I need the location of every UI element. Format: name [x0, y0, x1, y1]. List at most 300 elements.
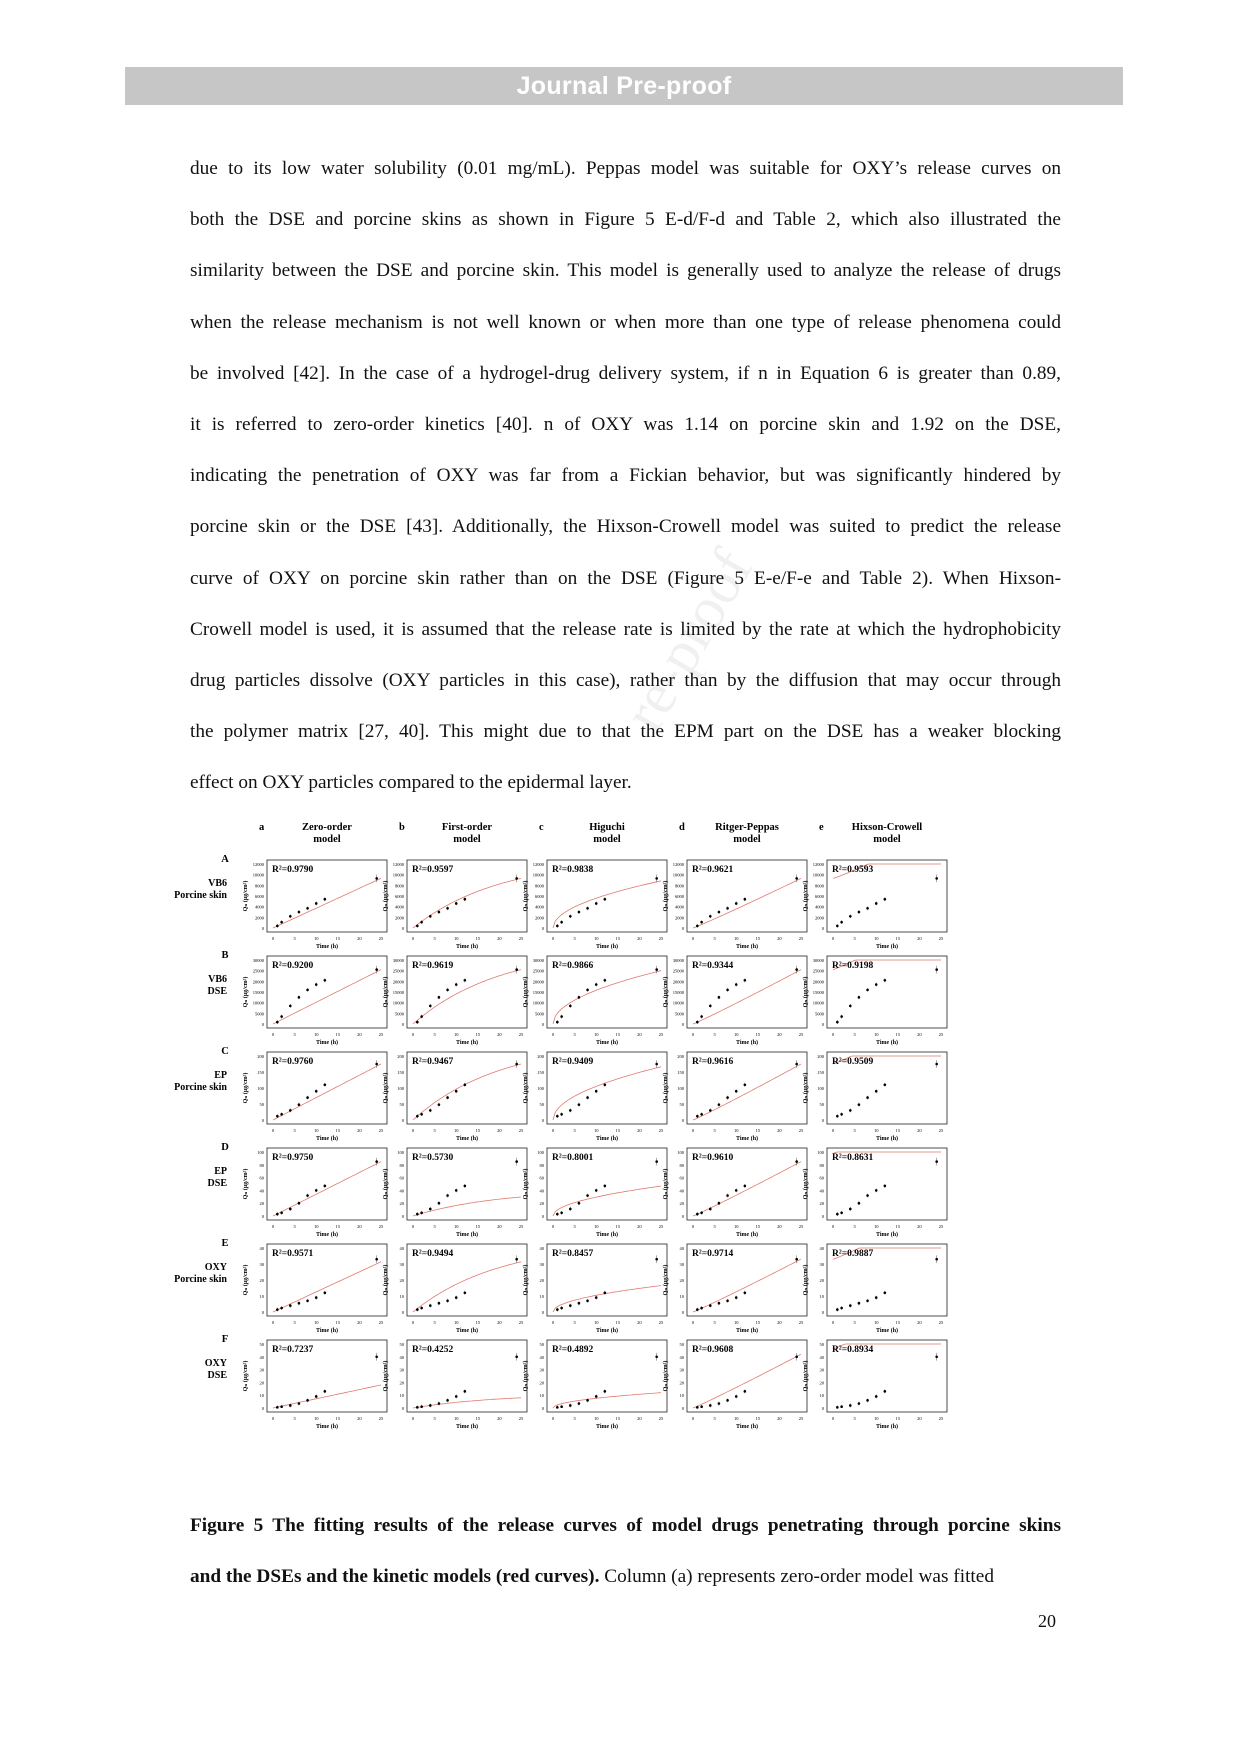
- data-point: [315, 983, 318, 986]
- y-tick-label: 20000: [532, 979, 544, 985]
- x-tick-label: 15: [755, 1416, 761, 1421]
- data-point: [324, 1084, 327, 1087]
- x-tick-label: 5: [573, 1224, 576, 1229]
- x-tick-label: 5: [573, 1320, 576, 1325]
- column-title: model: [313, 834, 341, 845]
- data-point: [935, 1258, 938, 1261]
- data-point: [298, 1103, 301, 1106]
- x-tick-label: 15: [755, 1224, 761, 1229]
- fit-curve: [413, 1398, 521, 1408]
- data-point: [700, 1307, 703, 1310]
- y-tick-label: 25000: [392, 968, 404, 974]
- data-point: [324, 1292, 327, 1295]
- row-label-substrate: Porcine skin: [174, 1082, 227, 1093]
- y-tick-label: 10000: [252, 872, 264, 878]
- figure-5-panel-grid: [174, 818, 1065, 1498]
- data-point: [556, 1406, 559, 1409]
- y-tick-label: 5000: [535, 1011, 544, 1017]
- y-tick-label: 10000: [252, 1000, 264, 1006]
- x-tick-label: 0: [691, 1320, 695, 1325]
- data-point: [858, 996, 861, 999]
- kinetic-panel: [802, 1244, 947, 1334]
- y-tick-label: 80: [819, 1162, 824, 1168]
- y-tick-label: 0: [261, 1310, 264, 1315]
- data-point: [795, 877, 798, 880]
- data-point: [836, 925, 839, 928]
- x-tick-label: 10: [593, 1416, 599, 1421]
- y-axis-label: Qₙ (μg/cm²): [663, 976, 669, 1008]
- y-tick-label: 0: [401, 1310, 404, 1315]
- y-tick-label: 8000: [815, 883, 824, 889]
- x-tick-label: 5: [713, 1128, 716, 1133]
- x-tick-label: 15: [335, 1320, 341, 1325]
- x-axis-label: Time (h): [735, 944, 759, 950]
- x-tick-label: 20: [917, 1320, 922, 1325]
- data-point: [455, 1090, 458, 1093]
- data-point: [289, 1005, 292, 1008]
- x-tick-label: 5: [853, 1224, 856, 1229]
- y-tick-label: 100: [817, 1086, 824, 1091]
- y-tick-label: 30: [399, 1262, 404, 1267]
- x-tick-label: 25: [658, 1128, 664, 1133]
- data-point: [455, 983, 458, 986]
- x-tick-label: 25: [518, 1224, 524, 1229]
- y-tick-label: 10000: [392, 1000, 404, 1006]
- x-tick-label: 20: [497, 1320, 502, 1325]
- fit-curve: [413, 878, 521, 928]
- caption-rest-fragment: Column (a) represents zero-order model was fitted: [599, 1566, 994, 1587]
- x-axis-label: Time (h): [315, 1040, 339, 1046]
- y-tick-label: 150: [537, 1070, 544, 1075]
- kinetic-panel: [522, 1052, 667, 1142]
- r-squared-label: R²=0.8631: [832, 1153, 874, 1163]
- data-point: [560, 1405, 563, 1408]
- data-point: [795, 1258, 798, 1261]
- data-point: [700, 1113, 703, 1116]
- data-point: [289, 1304, 292, 1307]
- data-point: [298, 1402, 301, 1405]
- data-point: [578, 1302, 581, 1305]
- data-point: [595, 1296, 598, 1299]
- x-tick-label: 5: [573, 1032, 576, 1037]
- data-point: [726, 907, 729, 910]
- body-line: the polymer matrix [27, 40]. This might due to that the EPM part on the DSE has a weaker blocking: [190, 721, 1061, 743]
- y-tick-label: 20: [259, 1278, 264, 1283]
- data-point: [375, 877, 378, 880]
- data-point: [324, 979, 327, 982]
- x-tick-label: 15: [755, 936, 761, 941]
- y-axis-label: Qₙ (μg/cm²): [803, 976, 809, 1008]
- x-tick-label: 10: [313, 936, 319, 941]
- data-point: [306, 989, 309, 992]
- data-point: [416, 1021, 419, 1024]
- x-tick-label: 5: [853, 1032, 856, 1037]
- data-point: [289, 1109, 292, 1112]
- kinetic-panel: [242, 1052, 387, 1142]
- kinetic-panel: [802, 956, 947, 1046]
- kinetic-panel: [522, 1148, 667, 1238]
- y-tick-label: 30: [819, 1367, 824, 1373]
- x-tick-label: 15: [475, 1224, 481, 1229]
- y-axis-label: Qₙ (μg/cm²): [803, 1168, 809, 1200]
- x-tick-label: 10: [873, 1224, 879, 1229]
- x-tick-label: 5: [573, 1416, 576, 1421]
- y-tick-label: 25000: [252, 968, 264, 974]
- x-axis-label: Time (h): [595, 1040, 619, 1046]
- y-tick-label: 50: [399, 1102, 404, 1107]
- data-point: [744, 898, 747, 901]
- data-point: [718, 996, 721, 999]
- data-point: [735, 902, 738, 905]
- data-point: [569, 915, 572, 918]
- kinetic-panel: [662, 1244, 807, 1334]
- data-point: [375, 1160, 378, 1163]
- y-axis-label: Qₙ (μg/cm²): [243, 880, 249, 912]
- data-point: [438, 996, 441, 999]
- r-squared-label: R²=0.9467: [412, 1057, 454, 1067]
- y-tick-label: 8000: [395, 883, 404, 889]
- column-letter: d: [679, 822, 685, 833]
- y-tick-label: 30000: [392, 958, 404, 963]
- y-tick-label: 2000: [535, 915, 544, 921]
- y-tick-label: 15000: [252, 990, 264, 995]
- y-tick-label: 0: [541, 1406, 544, 1411]
- y-tick-label: 100: [397, 1086, 404, 1091]
- y-tick-label: 20: [259, 1201, 264, 1207]
- x-tick-label: 0: [411, 1032, 415, 1037]
- figure-caption: [190, 1515, 1061, 1617]
- y-tick-label: 200: [817, 1054, 824, 1059]
- data-point: [515, 968, 518, 971]
- x-tick-label: 5: [713, 1416, 716, 1421]
- data-point: [556, 1213, 559, 1216]
- data-point: [735, 983, 738, 986]
- column-letter: a: [259, 822, 265, 833]
- y-axis-label: Qₙ (μg/cm²): [523, 1072, 529, 1104]
- y-tick-label: 0: [261, 926, 264, 931]
- x-tick-label: 20: [357, 1320, 362, 1325]
- data-point: [298, 996, 301, 999]
- y-tick-label: 40: [539, 1188, 544, 1194]
- x-tick-label: 10: [733, 1416, 739, 1421]
- y-tick-label: 20: [259, 1380, 264, 1386]
- data-point: [935, 968, 938, 971]
- kinetic-panel: [242, 860, 387, 950]
- data-point: [709, 1404, 712, 1407]
- body-line: indicating the penetration of OXY was far from a Fickian behavior, but was significantly hindered by: [190, 465, 1061, 487]
- kinetic-panel: [802, 860, 947, 950]
- data-point: [875, 902, 878, 905]
- y-tick-label: 150: [817, 1070, 824, 1075]
- r-squared-label: R²=0.9597: [412, 865, 454, 875]
- y-tick-label: 4000: [255, 904, 264, 910]
- fit-curve: [413, 1197, 521, 1216]
- data-point: [306, 907, 309, 910]
- kinetic-panel: [802, 1148, 947, 1238]
- column-title: model: [873, 834, 901, 845]
- y-axis-label: Qₙ (μg/cm²): [663, 880, 669, 912]
- x-tick-label: 25: [658, 1032, 664, 1037]
- caption-line-2: [190, 1566, 1061, 1617]
- y-tick-label: 0: [821, 1022, 824, 1027]
- x-tick-label: 20: [637, 936, 642, 941]
- y-axis-label: Qₙ (μg/cm²): [383, 1360, 389, 1392]
- y-tick-label: 100: [257, 1150, 264, 1155]
- fit-curve: [553, 1186, 661, 1216]
- data-point: [438, 1302, 441, 1305]
- y-tick-label: 10: [399, 1294, 404, 1299]
- data-point: [709, 1005, 712, 1008]
- x-tick-label: 25: [938, 1128, 944, 1133]
- y-tick-label: 200: [537, 1054, 544, 1059]
- x-tick-label: 5: [853, 1128, 856, 1133]
- data-point: [280, 1405, 283, 1408]
- data-point: [586, 1096, 589, 1099]
- y-axis-label: Qₙ (μg/cm²): [523, 880, 529, 912]
- data-point: [595, 902, 598, 905]
- x-tick-label: 0: [691, 1224, 695, 1229]
- x-tick-label: 5: [433, 1032, 436, 1037]
- data-point: [726, 1194, 729, 1197]
- x-tick-label: 5: [573, 1128, 576, 1133]
- data-point: [935, 1356, 938, 1359]
- y-tick-label: 50: [819, 1342, 824, 1347]
- x-tick-label: 10: [733, 1224, 739, 1229]
- r-squared-label: R²=0.9571: [272, 1249, 314, 1259]
- kinetic-panel: [522, 1244, 667, 1334]
- data-point: [849, 1005, 852, 1008]
- x-tick-label: 0: [831, 1032, 835, 1037]
- data-point: [420, 1307, 423, 1310]
- x-tick-label: 15: [335, 1224, 341, 1229]
- x-tick-label: 5: [433, 1224, 436, 1229]
- data-point: [604, 979, 607, 982]
- r-squared-label: R²=0.8001: [552, 1153, 594, 1163]
- x-tick-label: 25: [518, 936, 524, 941]
- y-tick-label: 20000: [812, 979, 824, 985]
- data-point: [280, 1113, 283, 1116]
- y-tick-label: 200: [257, 1054, 264, 1059]
- data-point: [735, 1395, 738, 1398]
- y-tick-label: 50: [819, 1102, 824, 1107]
- x-tick-label: 0: [411, 1224, 415, 1229]
- r-squared-label: R²=0.9866: [552, 961, 594, 971]
- x-tick-label: 20: [357, 1224, 362, 1229]
- data-point: [718, 1402, 721, 1405]
- x-axis-label: Time (h): [875, 1232, 899, 1238]
- row-label-drug: OXY: [204, 1262, 227, 1273]
- y-tick-label: 20000: [252, 979, 264, 985]
- data-point: [718, 1302, 721, 1305]
- row-label-drug: OXY: [204, 1358, 227, 1369]
- row-label-substrate: Porcine skin: [174, 1274, 227, 1285]
- watermark-text: re-proof: [609, 538, 766, 742]
- data-point: [726, 989, 729, 992]
- x-tick-label: 15: [895, 936, 901, 941]
- data-point: [416, 925, 419, 928]
- x-tick-label: 20: [777, 1416, 782, 1421]
- y-tick-label: 100: [817, 1150, 824, 1155]
- r-squared-label: R²=0.9750: [272, 1153, 314, 1163]
- body-line: due to its low water solubility (0.01 mg/mL). Peppas model was suitable for OXY’s release curves on: [190, 158, 1061, 179]
- y-tick-label: 30000: [672, 958, 684, 963]
- x-tick-label: 20: [777, 936, 782, 941]
- body-line: when the release mechanism is not well known or when more than one type of release phenomena could: [190, 311, 1061, 333]
- data-point: [836, 1308, 839, 1311]
- kinetic-panel: [242, 1340, 387, 1430]
- kinetic-panel: [662, 1148, 807, 1238]
- data-point: [315, 1090, 318, 1093]
- data-point: [455, 1296, 458, 1299]
- x-tick-label: 0: [691, 1128, 695, 1133]
- x-tick-label: 15: [895, 1224, 901, 1229]
- r-squared-label: R²=0.9619: [412, 961, 454, 971]
- data-point: [375, 1356, 378, 1359]
- data-point: [578, 1202, 581, 1205]
- data-point: [884, 1185, 887, 1188]
- x-tick-label: 0: [271, 1032, 275, 1037]
- y-tick-label: 0: [541, 1310, 544, 1315]
- y-tick-label: 40: [819, 1246, 824, 1251]
- x-tick-label: 5: [293, 1320, 296, 1325]
- x-tick-label: 10: [313, 1224, 319, 1229]
- data-point: [569, 1304, 572, 1307]
- kinetic-panel: [662, 860, 807, 950]
- y-tick-label: 25000: [672, 968, 684, 974]
- y-axis-label: Qₙ (μg/cm²): [383, 1264, 389, 1296]
- data-point: [446, 989, 449, 992]
- x-tick-label: 20: [917, 1224, 922, 1229]
- data-point: [556, 1308, 559, 1311]
- x-tick-label: 0: [691, 1032, 695, 1037]
- x-tick-label: 25: [518, 1128, 524, 1133]
- column-letter: c: [539, 822, 544, 833]
- data-point: [726, 1399, 729, 1402]
- data-point: [795, 1356, 798, 1359]
- y-tick-label: 12000: [532, 862, 544, 867]
- body-line: both the DSE and porcine skins as shown in Figure 5 E-d/F-d and Table 2, which also illustrated the: [190, 209, 1061, 231]
- x-tick-label: 25: [798, 1032, 804, 1037]
- column-title: Hixson-Crowell: [851, 822, 923, 833]
- kinetic-panel: [802, 1052, 947, 1142]
- x-tick-label: 10: [453, 1128, 459, 1133]
- data-point: [289, 1208, 292, 1211]
- data-point: [375, 1063, 378, 1066]
- y-tick-label: 30: [819, 1262, 824, 1267]
- data-point: [795, 1160, 798, 1163]
- row-letter: E: [221, 1238, 229, 1249]
- y-axis-label: Qₙ (μg/cm²): [243, 1072, 249, 1104]
- fit-curve: [693, 1259, 801, 1312]
- x-tick-label: 10: [593, 1320, 599, 1325]
- data-point: [604, 1292, 607, 1295]
- y-tick-label: 40: [259, 1246, 264, 1251]
- data-point: [604, 1185, 607, 1188]
- y-tick-label: 4000: [815, 904, 824, 910]
- data-point: [875, 1189, 878, 1192]
- data-point: [420, 1405, 423, 1408]
- y-tick-label: 30: [259, 1367, 264, 1373]
- x-tick-label: 10: [453, 1224, 459, 1229]
- y-tick-label: 40: [679, 1354, 684, 1360]
- data-point: [696, 1115, 699, 1118]
- data-point: [375, 1258, 378, 1261]
- y-axis-label: Qₙ (μg/cm²): [663, 1264, 669, 1296]
- x-tick-label: 5: [433, 1416, 436, 1421]
- x-tick-label: 15: [615, 1416, 621, 1421]
- x-tick-label: 25: [378, 1416, 384, 1421]
- y-tick-label: 30000: [252, 958, 264, 963]
- data-point: [515, 1356, 518, 1359]
- data-point: [866, 1399, 869, 1402]
- data-point: [744, 979, 747, 982]
- x-axis-label: Time (h): [315, 944, 339, 950]
- data-point: [416, 1308, 419, 1311]
- data-point: [276, 1213, 279, 1216]
- data-point: [306, 1096, 309, 1099]
- y-tick-label: 20: [679, 1278, 684, 1283]
- data-point: [836, 1115, 839, 1118]
- data-point: [455, 1395, 458, 1398]
- x-tick-label: 20: [357, 1128, 362, 1133]
- y-tick-label: 150: [397, 1070, 404, 1075]
- data-point: [840, 1015, 843, 1018]
- data-point: [298, 911, 301, 914]
- data-point: [795, 968, 798, 971]
- y-tick-label: 12000: [672, 862, 684, 867]
- data-point: [875, 1296, 878, 1299]
- data-point: [836, 1021, 839, 1024]
- x-tick-label: 20: [637, 1128, 642, 1133]
- caption-bold-fragment: and the DSEs and the kinetic models (red curves).: [190, 1566, 600, 1587]
- data-point: [464, 1084, 467, 1087]
- y-tick-label: 20: [539, 1380, 544, 1386]
- x-tick-label: 20: [917, 936, 922, 941]
- x-tick-label: 25: [938, 1320, 944, 1325]
- x-tick-label: 15: [615, 1128, 621, 1133]
- data-point: [464, 1390, 467, 1393]
- y-tick-label: 12000: [812, 862, 824, 867]
- data-point: [795, 1063, 798, 1066]
- y-tick-label: 0: [681, 1214, 684, 1219]
- r-squared-label: R²=0.8934: [832, 1345, 874, 1355]
- x-tick-label: 15: [755, 1320, 761, 1325]
- y-tick-label: 80: [679, 1162, 684, 1168]
- y-tick-label: 200: [397, 1054, 404, 1059]
- y-tick-label: 30: [679, 1367, 684, 1373]
- y-axis-label: Qₙ (μg/cm²): [243, 1168, 249, 1200]
- data-point: [709, 915, 712, 918]
- y-tick-label: 8000: [535, 883, 544, 889]
- data-point: [595, 1189, 598, 1192]
- y-tick-label: 4000: [395, 904, 404, 910]
- x-tick-label: 25: [658, 936, 664, 941]
- data-point: [866, 989, 869, 992]
- y-tick-label: 0: [821, 926, 824, 931]
- x-tick-label: 10: [593, 1224, 599, 1229]
- y-tick-label: 100: [257, 1086, 264, 1091]
- y-tick-label: 40: [819, 1188, 824, 1194]
- column-title: First-order: [441, 822, 493, 833]
- x-tick-label: 10: [733, 1320, 739, 1325]
- x-tick-label: 10: [873, 1128, 879, 1133]
- x-axis-label: Time (h): [595, 944, 619, 950]
- y-tick-label: 0: [681, 926, 684, 931]
- x-tick-label: 25: [938, 1224, 944, 1229]
- x-tick-label: 15: [895, 1032, 901, 1037]
- fit-curve: [693, 878, 801, 928]
- column-title: Zero-order: [302, 822, 352, 833]
